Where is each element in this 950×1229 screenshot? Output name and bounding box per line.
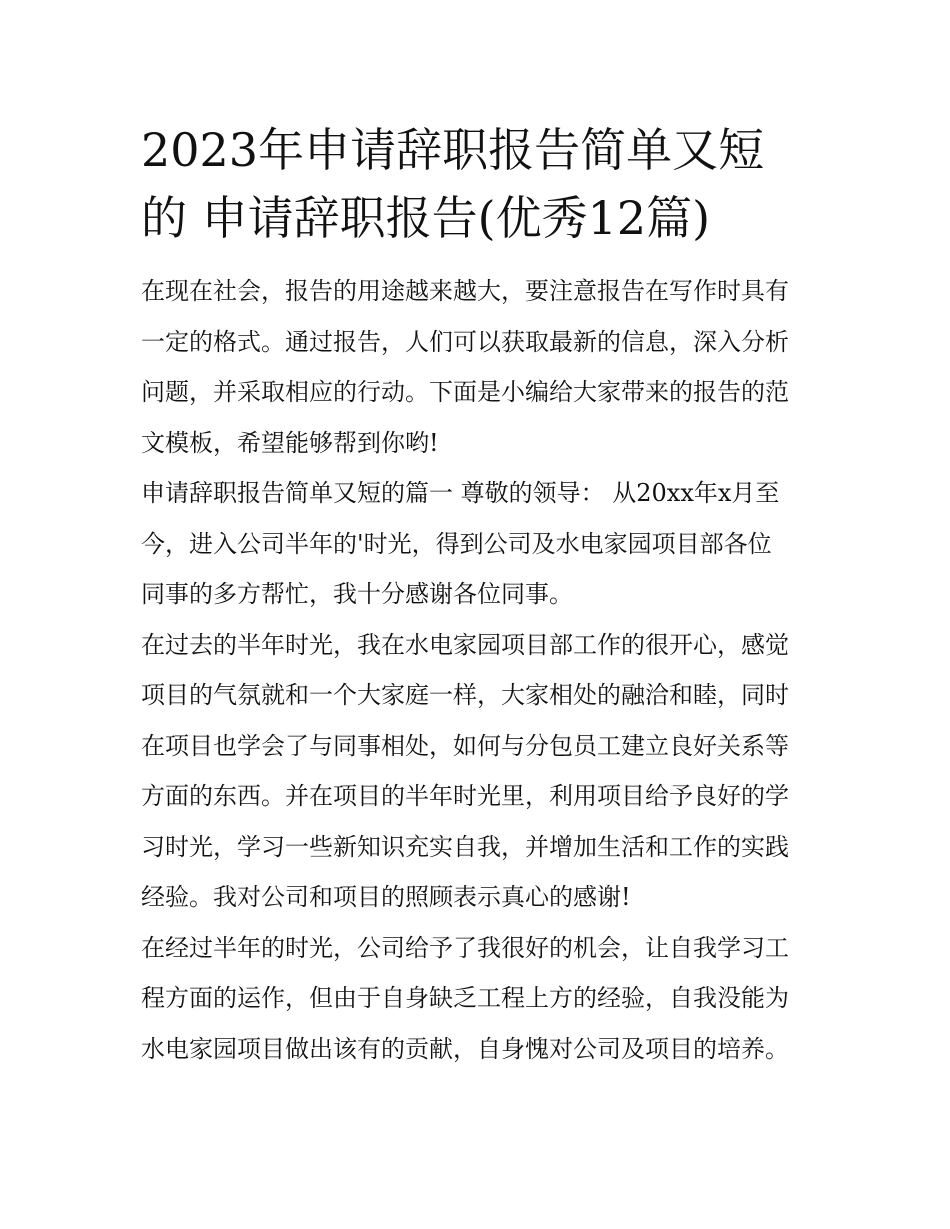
text-line: 程方面的运作，但由于自身缺乏工程上方的经验，自我没能为 xyxy=(141,984,789,1012)
document-title xyxy=(141,116,813,252)
paragraph-reason xyxy=(141,923,813,1075)
text-line: 习时光，学习一些新知识充实自我，并增加生活和工作的实践 xyxy=(141,832,789,861)
title-line: 的 申请辞职报告(优秀12篇) xyxy=(141,191,711,245)
text-line: 在项目也学会了与同事相处，如何与分包员工建立良好关系等 xyxy=(141,731,789,760)
text-line: 同事的多方帮忙，我十分感谢各位同事。 xyxy=(141,580,573,608)
paragraph-experience xyxy=(141,620,813,923)
document-body xyxy=(141,116,813,1074)
paragraph-salutation xyxy=(141,468,813,620)
text-line: 一定的格式。通过报告，人们可以获取最新的信息，深入分析 xyxy=(141,327,789,356)
text-line: 问题，并采取相应的行动。下面是小编给大家带来的报告的范 xyxy=(141,378,789,406)
text-line: 申请辞职报告简单又短的篇一 尊敬的领导： 从20xx年x月至 xyxy=(141,479,780,507)
text-line: 水电家园项目做出该有的贡献，自身愧对公司及项目的培养。 xyxy=(141,1034,789,1063)
text-line: 项目的气氛就和一个大家庭一样，大家相处的融洽和睦，同时 xyxy=(141,681,789,709)
text-line: 方面的东西。并在项目的半年时光里，利用项目给予良好的学 xyxy=(141,782,789,810)
paragraph-intro xyxy=(141,266,813,468)
text-line: 经验。我对公司和项目的照顾表示真心的感谢! xyxy=(141,883,631,911)
title-line: 2023年申请辞职报告简单又短 xyxy=(141,123,765,177)
text-line: 在现在社会，报告的用途越来越大，要注意报告在写作时具有 xyxy=(141,277,789,305)
text-line: 在过去的半年时光，我在水电家园项目部工作的很开心，感觉 xyxy=(141,630,789,659)
text-line: 文模板，希望能够帮到你哟! xyxy=(141,428,439,457)
text-line: 在经过半年的时光，公司给予了我很好的机会，让自我学习工 xyxy=(141,933,789,962)
text-line: 今，进入公司半年的'时光，得到公司及水电家园项目部各位 xyxy=(141,529,772,558)
